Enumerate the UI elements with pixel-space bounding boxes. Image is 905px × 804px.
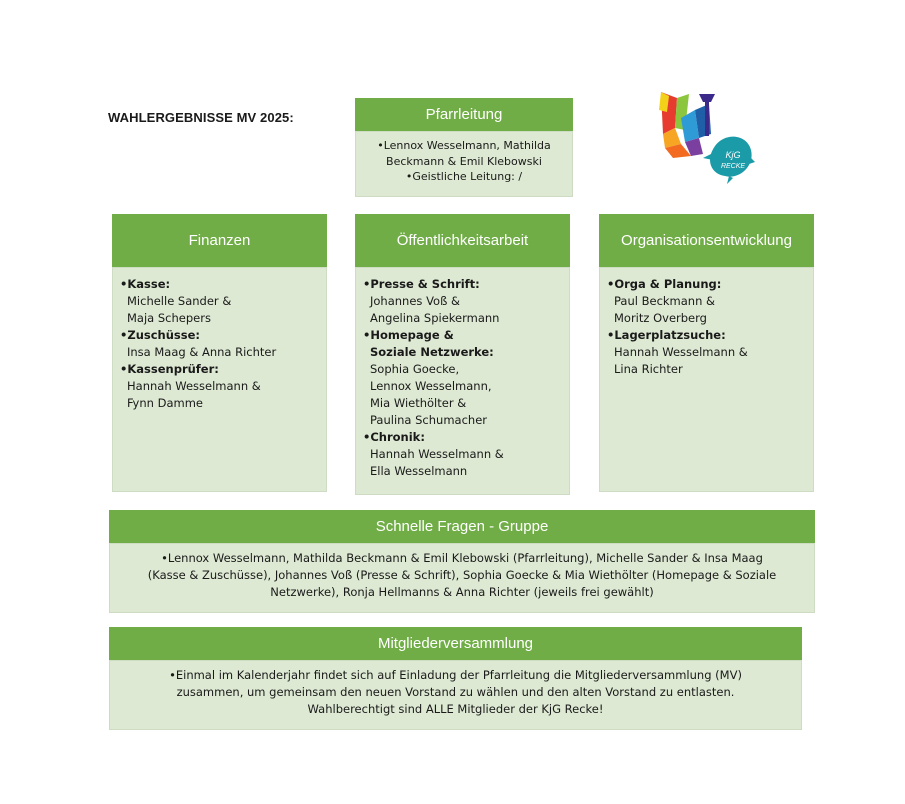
kjg-recke-logo: [655, 88, 755, 188]
pfarrleitung-line: •Lennox Wesselmann, Mathilda: [377, 139, 551, 152]
organisation-item-label: • Orga & Planung:: [607, 276, 813, 293]
finanzen-item-label: • Zuschüsse:: [120, 327, 326, 344]
finanzen-item-line: Fynn Damme: [127, 396, 203, 410]
mitgliederversammlung-line: zusammen, um gemeinsam den neuen Vorstand zu wählen und den alten Vorstand zu entlasten.: [176, 685, 735, 699]
logo-text-recke: RECKE: [720, 163, 746, 170]
oeffentlichkeit-body: [355, 267, 570, 495]
organisation-body: [599, 267, 814, 492]
schnelle-fragen-body: [109, 543, 815, 613]
schnelle-fragen-line: (Kasse & Zuschüsse), Johannes Voß (Presse & Schrift), Sophia Goecke & Mia Wiethölter (Homepage & Soziale: [147, 568, 777, 582]
organisation-item-line: Hannah Wesselmann &: [614, 345, 748, 359]
oeffentlichkeit-item-line: Paulina Schumacher: [370, 413, 487, 427]
schnelle-fragen-box: [109, 510, 815, 613]
oeffentlichkeit-item-label: • Presse & Schrift:: [363, 276, 569, 293]
mitgliederversammlung-line: •Einmal im Kalenderjahr findet sich auf Einladung der Pfarrleitung die Mitgliederversammlung (MV): [169, 668, 742, 682]
finanzen-item-line: Michelle Sander &: [127, 294, 232, 308]
finanzen-item-label: • Kasse:: [120, 276, 326, 293]
finanzen-item-line: Maja Schepers: [127, 311, 211, 325]
oeffentlichkeit-item-line: Sophia Goecke,: [370, 362, 460, 376]
oeffentlichkeit-item-line: Hannah Wesselmann &: [370, 447, 504, 461]
schnelle-fragen-header: Schnelle Fragen - Gruppe: [109, 510, 815, 543]
oeffentlichkeit-item-label: • Homepage &: [363, 327, 569, 344]
pfarrleitung-line: Beckmann & Emil Klebowski: [386, 154, 542, 168]
finanzen-header: Finanzen: [112, 214, 327, 267]
pfarrleitung-line: •Geistliche Leitung: /: [405, 170, 523, 183]
oeffentlichkeit-item-line: Ella Wesselmann: [370, 464, 468, 478]
mitgliederversammlung-header: Mitgliederversammlung: [109, 627, 802, 660]
mitgliederversammlung-box: [109, 627, 802, 730]
finanzen-item-line: Insa Maag & Anna Richter: [127, 345, 277, 359]
page-title: WAHLERGEBNISSE MV 2025:: [108, 110, 294, 125]
oeffentlichkeit-item-line: Lennox Wesselmann,: [370, 379, 492, 393]
organisation-item-line: Paul Beckmann &: [614, 294, 716, 308]
schnelle-fragen-line: Netzwerke), Ronja Hellmanns & Anna Richter (jeweils frei gewählt): [270, 585, 654, 599]
oeffentlichkeit-item-label-cont: Soziale Netzwerke:: [370, 345, 494, 359]
organisation-item-label: • Lagerplatzsuche:: [607, 327, 813, 344]
schnelle-fragen-line: •Lennox Wesselmann, Mathilda Beckmann & Emil Klebowski (Pfarrleitung), Michelle Sander & Insa Maag: [161, 551, 763, 565]
finanzen-body: [112, 267, 327, 492]
oeffentlichkeit-item-line: Angelina Spiekermann: [370, 311, 500, 325]
finanzen-box: [112, 214, 327, 492]
logo-text-kjg: KjG: [725, 150, 741, 160]
organisation-item-line: Moritz Overberg: [614, 311, 707, 325]
pfarrleitung-body: [355, 131, 573, 197]
oeffentlichkeit-header: Öffentlichkeitsarbeit: [355, 214, 570, 267]
finanzen-item-line: Hannah Wesselmann &: [127, 379, 261, 393]
pfarrleitung-header: Pfarrleitung: [355, 98, 573, 131]
oeffentlichkeit-item-line: Mia Wiethölter &: [370, 396, 467, 410]
oeffentlichkeit-item-label: • Chronik:: [363, 429, 569, 446]
mitgliederversammlung-body: [109, 660, 802, 730]
organisation-box: [599, 214, 814, 492]
mitgliederversammlung-line: Wahlberechtigt sind ALLE Mitglieder der KjG Recke!: [307, 702, 604, 716]
oeffentlichkeit-box: [355, 214, 570, 495]
organisation-item-line: Lina Richter: [614, 362, 683, 376]
oeffentlichkeit-item-line: Johannes Voß &: [370, 294, 460, 308]
pfarrleitung-box: [355, 98, 573, 197]
organisation-header: Organisationsentwicklung: [599, 214, 814, 267]
finanzen-item-label: • Kassenprüfer:: [120, 361, 326, 378]
